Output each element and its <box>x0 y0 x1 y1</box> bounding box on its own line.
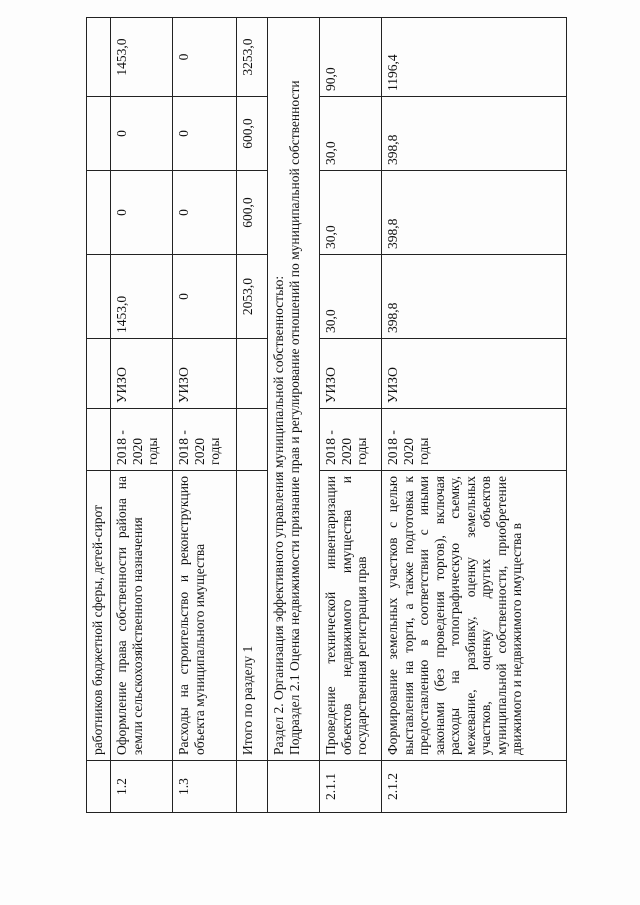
row-y2018 <box>87 171 111 255</box>
row-y2020 <box>87 18 111 97</box>
budget-table <box>86 17 567 813</box>
row-total: 1453,0 <box>111 255 173 339</box>
row-number: 1.2 <box>111 761 173 813</box>
row-y2019: 30,0 <box>320 97 382 171</box>
row-executor <box>87 339 111 409</box>
row-number: 2.1.1 <box>320 761 382 813</box>
row-executor: УИЗО <box>320 339 382 409</box>
row-total: 2053,0 <box>237 255 268 339</box>
table-row-subtotal <box>237 18 268 813</box>
row-y2018: 600,0 <box>237 171 268 255</box>
row-number <box>237 761 268 813</box>
table-row <box>320 18 382 813</box>
row-number: 2.1.2 <box>382 761 567 813</box>
row-period <box>87 409 111 471</box>
row-y2020: 3253,0 <box>237 18 268 97</box>
row-name: Итого по разделу 1 <box>237 471 268 761</box>
row-name: работников бюджетной сферы, детей-сирот <box>87 471 111 761</box>
row-y2020: 1453,0 <box>111 18 173 97</box>
row-period: 2018 - 2020 годы <box>111 409 173 471</box>
row-total <box>87 255 111 339</box>
row-period: 2018 - 2020 годы <box>320 409 382 471</box>
row-y2019: 0 <box>173 97 237 171</box>
row-period <box>237 409 268 471</box>
row-y2020: 1196,4 <box>382 18 567 97</box>
row-name: Расходы на строительство и реконструкцию объекта муниципального имущества <box>173 471 237 761</box>
row-y2018: 0 <box>111 171 173 255</box>
row-total: 398,8 <box>382 255 567 339</box>
row-number: 1.3 <box>173 761 237 813</box>
table-row <box>87 18 111 813</box>
row-y2020: 90,0 <box>320 18 382 97</box>
section-title: Раздел 2. Организация эффективного управления муниципальной собственностью: <box>271 275 286 755</box>
row-y2018: 0 <box>173 171 237 255</box>
row-name: Проведение технической инвентаризации объектов недвижимого имущества и государственная регистрация прав <box>320 471 382 761</box>
table-row <box>173 18 237 813</box>
row-executor: УИЗО <box>382 339 567 409</box>
table-row <box>382 18 567 813</box>
row-executor: УИЗО <box>173 339 237 409</box>
row-number <box>87 761 111 813</box>
row-period: 2018 - 2020 годы <box>173 409 237 471</box>
row-y2018: 398,8 <box>382 171 567 255</box>
section-header-row <box>268 18 320 813</box>
row-total: 30,0 <box>320 255 382 339</box>
row-y2019 <box>87 97 111 171</box>
row-period: 2018 - 2020 годы <box>382 409 567 471</box>
row-name: Оформление права собственности района на земли сельскохозяйственного назначения <box>111 471 173 761</box>
table-row <box>111 18 173 813</box>
subsection-title: Подраздел 2.1 Оценка недвижимости признание прав и регулирование отношений по муниципальной собственности <box>286 80 302 755</box>
rotated-table-container <box>86 18 566 813</box>
row-y2019: 0 <box>111 97 173 171</box>
row-y2019: 398,8 <box>382 97 567 171</box>
row-executor <box>237 339 268 409</box>
row-y2020: 0 <box>173 18 237 97</box>
row-name: Формирование земельных участков с целью выставления на торги, а также подготовка к предоставлению в соответствии с иными законами (без проведения торгов), включая расходы на топографическую съемку, межевание, разбивку, оценку земельных участков, оценку других объектов муниципальной собственности, приобретение движимого и недвижимого имущества в <box>382 471 567 761</box>
section-number-cell <box>268 761 320 813</box>
row-executor: УИЗО <box>111 339 173 409</box>
section-header <box>268 18 320 761</box>
row-y2019: 600,0 <box>237 97 268 171</box>
row-total: 0 <box>173 255 237 339</box>
row-y2018: 30,0 <box>320 171 382 255</box>
